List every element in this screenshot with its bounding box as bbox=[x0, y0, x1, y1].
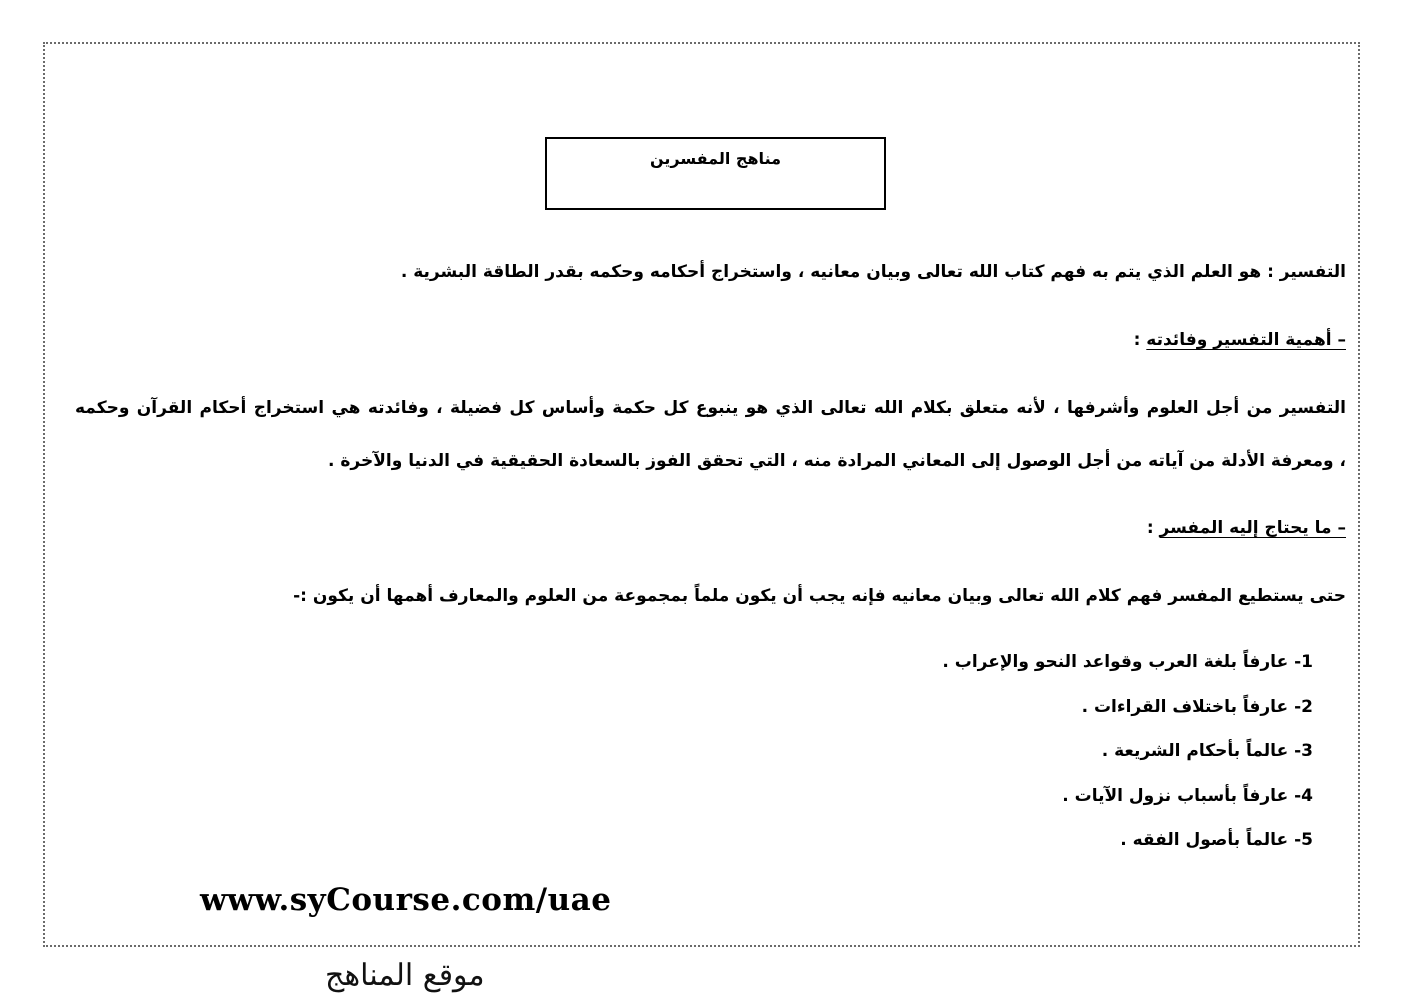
title-box bbox=[545, 137, 886, 210]
importance-heading-colon: : bbox=[1133, 330, 1147, 350]
watermark-site-name: موقع المناهج bbox=[325, 958, 485, 993]
needs-heading-text: – ما يحتاج إليه المفسر bbox=[1159, 518, 1346, 538]
list-item: 1- عارفاً بلغة العرب وقواعد النحو والإعراب . bbox=[942, 652, 1313, 672]
needs-intro: حتى يستطيع المفسر فهم كلام الله تعالى وبيان معانيه فإنه يجب أن يكون ملماً بمجموعة من العلوم والمعارف أهمها أن يكون :- bbox=[293, 586, 1346, 606]
list-item: 4- عارفاً بأسباب نزول الآيات . bbox=[1062, 786, 1313, 806]
page-title: مناهج المفسرين bbox=[649, 149, 781, 168]
importance-paragraph-line-1: التفسير من أجل العلوم وأشرفها ، لأنه متعلق بكلام الله تعالى الذي هو ينبوع كل حكمة وأساس كل فضيلة ، وفائدته هي استخراج أحكام القرآن وحكمه bbox=[75, 398, 1346, 418]
importance-heading-text: – أهمية التفسير وفائدته bbox=[1146, 330, 1346, 350]
importance-paragraph-line-2: ، ومعرفة الأدلة من آياته من أجل الوصول إلى المعاني المرادة منه ، التي تحقق الفوز بالسعادة الحقيقية في الدنيا والآخرة . bbox=[327, 451, 1346, 471]
list-item: 5- عالماً بأصول الفقه . bbox=[1120, 830, 1313, 850]
watermark-url: www.syCourse.com/uae bbox=[200, 882, 612, 918]
definition-paragraph: التفسير : هو العلم الذي يتم به فهم كتاب الله تعالى وبيان معانيه ، واستخراج أحكامه وحكمه بقدر الطاقة البشرية . bbox=[400, 262, 1346, 282]
needs-heading-colon: : bbox=[1146, 518, 1160, 538]
importance-heading bbox=[1134, 328, 1346, 352]
list-item: 2- عارفاً باختلاف القراءات . bbox=[1081, 697, 1313, 717]
list-item: 3- عالماً بأحكام الشريعة . bbox=[1101, 741, 1313, 761]
needs-heading bbox=[1147, 516, 1346, 540]
